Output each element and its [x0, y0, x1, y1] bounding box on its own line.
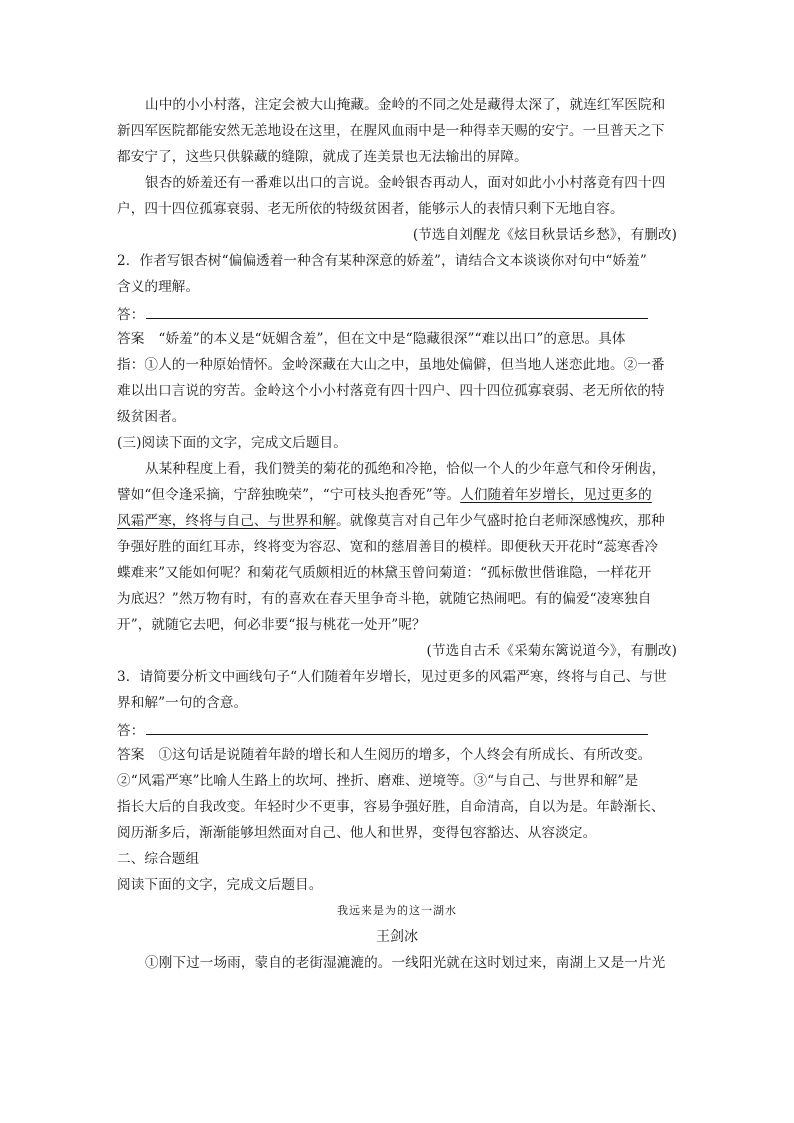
question2-solution-line2: 指：①人的一种原始情怀。金岭深藏在大山之中，虽地处偏僻，但当地人迷恋此地。②一番: [117, 357, 665, 373]
part2-instruction: 阅读下面的文字，完成文后题目。: [117, 877, 323, 893]
solution-label: 答案: [117, 747, 145, 763]
question3-line1: 3．请简要分析文中画线句子“人们随着年岁增长，见过更多的风霜严寒，终将与自己、与世: [117, 669, 667, 685]
question2-solution-line4: 级贫困者。: [117, 409, 186, 425]
article-paragraph1-line1: ①刚下过一场雨，蒙自的老街湿漉漉的。一线阳光就在这时划过来，南湖上又是一片光: [145, 955, 666, 971]
article-author: 王剑冰: [376, 929, 418, 945]
question3-solution-line4: 阅历渐多后，渐渐能够坦然面对自己、他人和世界，变得包容豁达、从容淡定。: [117, 825, 597, 841]
document-page: [117, 92, 677, 976]
answer-label: 答：: [117, 723, 145, 739]
answer-blank-line[interactable]: [146, 300, 648, 319]
question2-line1: 2．作者写银杏树“偏偏透着一种含有某种深意的娇羞”，请结合文本谈谈你对句中“娇羞”: [117, 253, 647, 269]
section3-line4: 争强好胜的面红耳赤，终将变为容忍、宽和的慈眉善目的模样。即便秋天开花时“蕊寒香冷: [117, 539, 659, 555]
question3-line2: 界和解”一句的含意。: [117, 695, 248, 711]
question3-solution-line1: [117, 742, 677, 768]
section3-line2-text: 譬如“但令逢采摘，宁辞独晚荣”，“宁可枝头抱香死”等。: [117, 487, 461, 503]
solution-label: 答案: [117, 331, 145, 347]
section3-line5: 蝶难来”又能如何呢？和菊花气质颇相近的林黛玉曾问菊道：“孤标傲世偕谁隐，一样花开: [117, 565, 652, 581]
article-title: 我远来是为的这一湖水: [337, 904, 457, 917]
question2-answer-row: [117, 300, 677, 326]
passage1-paragraph2-line1: 银杏的娇羞还有一番难以出口的言说。金岭银杏再动人，面对如此小小村落竟有四十四: [145, 175, 666, 191]
answer-blank-line[interactable]: [146, 716, 648, 735]
section3-line3: [117, 508, 677, 534]
question3-answer-row: [117, 716, 677, 742]
question3-solution-line2: ②“风霜严寒”比喻人生路上的坎坷、挫折、磨难、逆境等。③“与自己、与世界和解”是: [117, 773, 639, 789]
section3-line2: [117, 482, 677, 508]
section3-source: (节选自古禾《采菊东篱说道今》，有删改): [426, 643, 677, 659]
passage1-paragraph1-line2: 新四军医院都能安然无恙地设在这里，在腥风血雨中是一种得幸天赐的安宁。一旦普天之下: [117, 123, 665, 139]
passage1-paragraph2-line2: 户，四十四位孤寡衰弱、老无所依的特级贫困者，能够示人的表情只剩下无地自容。: [117, 201, 624, 217]
underlined-sentence-part1: 人们随着年岁增长，见过更多的: [460, 487, 652, 503]
question2-solution-line3: 难以出口言说的穷苦。金岭这个小小村落竟有四十四户、四十四位孤寡衰弱、老无所依的特: [117, 383, 665, 399]
solution-text: ①这句话是说随着年龄的增长和人生阅历的增多，个人终会有所成长、有所改变。: [158, 747, 652, 763]
passage1-source: (节选自刘醒龙《炫目秋景话乡愁》，有删改): [412, 227, 677, 243]
question2-solution-line1: [117, 326, 677, 352]
section3-line1: 从某种程度上看，我们赞美的菊花的孤绝和冷艳，恰似一个人的少年意气和伶牙俐齿，: [145, 461, 666, 477]
question2-line2: 含义的理解。: [117, 279, 200, 295]
passage1-paragraph1-line3: 都安宁了，这些只供躲藏的缝隙，就成了连美景也无法输出的屏障。: [117, 149, 528, 165]
solution-text: “娇羞”的本义是“妩媚含羞”，但在文中是“隐藏很深”“难以出口”的意思。具体: [158, 331, 626, 347]
section3-line7: 开”，就随它去吧，何必非要“报与桃花一处开”呢？: [117, 617, 426, 633]
section3-line3-text: 。就像莫言对自己年少气盛时抢白老师深感愧疚，那种: [336, 513, 665, 529]
part2-heading: 二、综合题组: [117, 851, 200, 867]
question3-solution-line3: 指长大后的自我改变。年轻时少不更事，容易争强好胜，自命清高，自以为是。年龄渐长、: [117, 799, 665, 815]
answer-label: 答：: [117, 307, 145, 323]
passage1-paragraph1-line1: 山中的小小村落，注定会被大山掩藏。金岭的不同之处是藏得太深了，就连红军医院和: [145, 97, 666, 113]
section3-heading: (三)阅读下面的文字，完成文后题目。: [117, 435, 347, 451]
section3-line6: 为底迟？”然万物有时，有的喜欢在春天里争奇斗艳，就随它热闹吧。有的偏爱“凌寒独自: [117, 591, 652, 607]
underlined-sentence-part2: 风霜严寒，终将与自己、与世界和解: [117, 513, 337, 529]
